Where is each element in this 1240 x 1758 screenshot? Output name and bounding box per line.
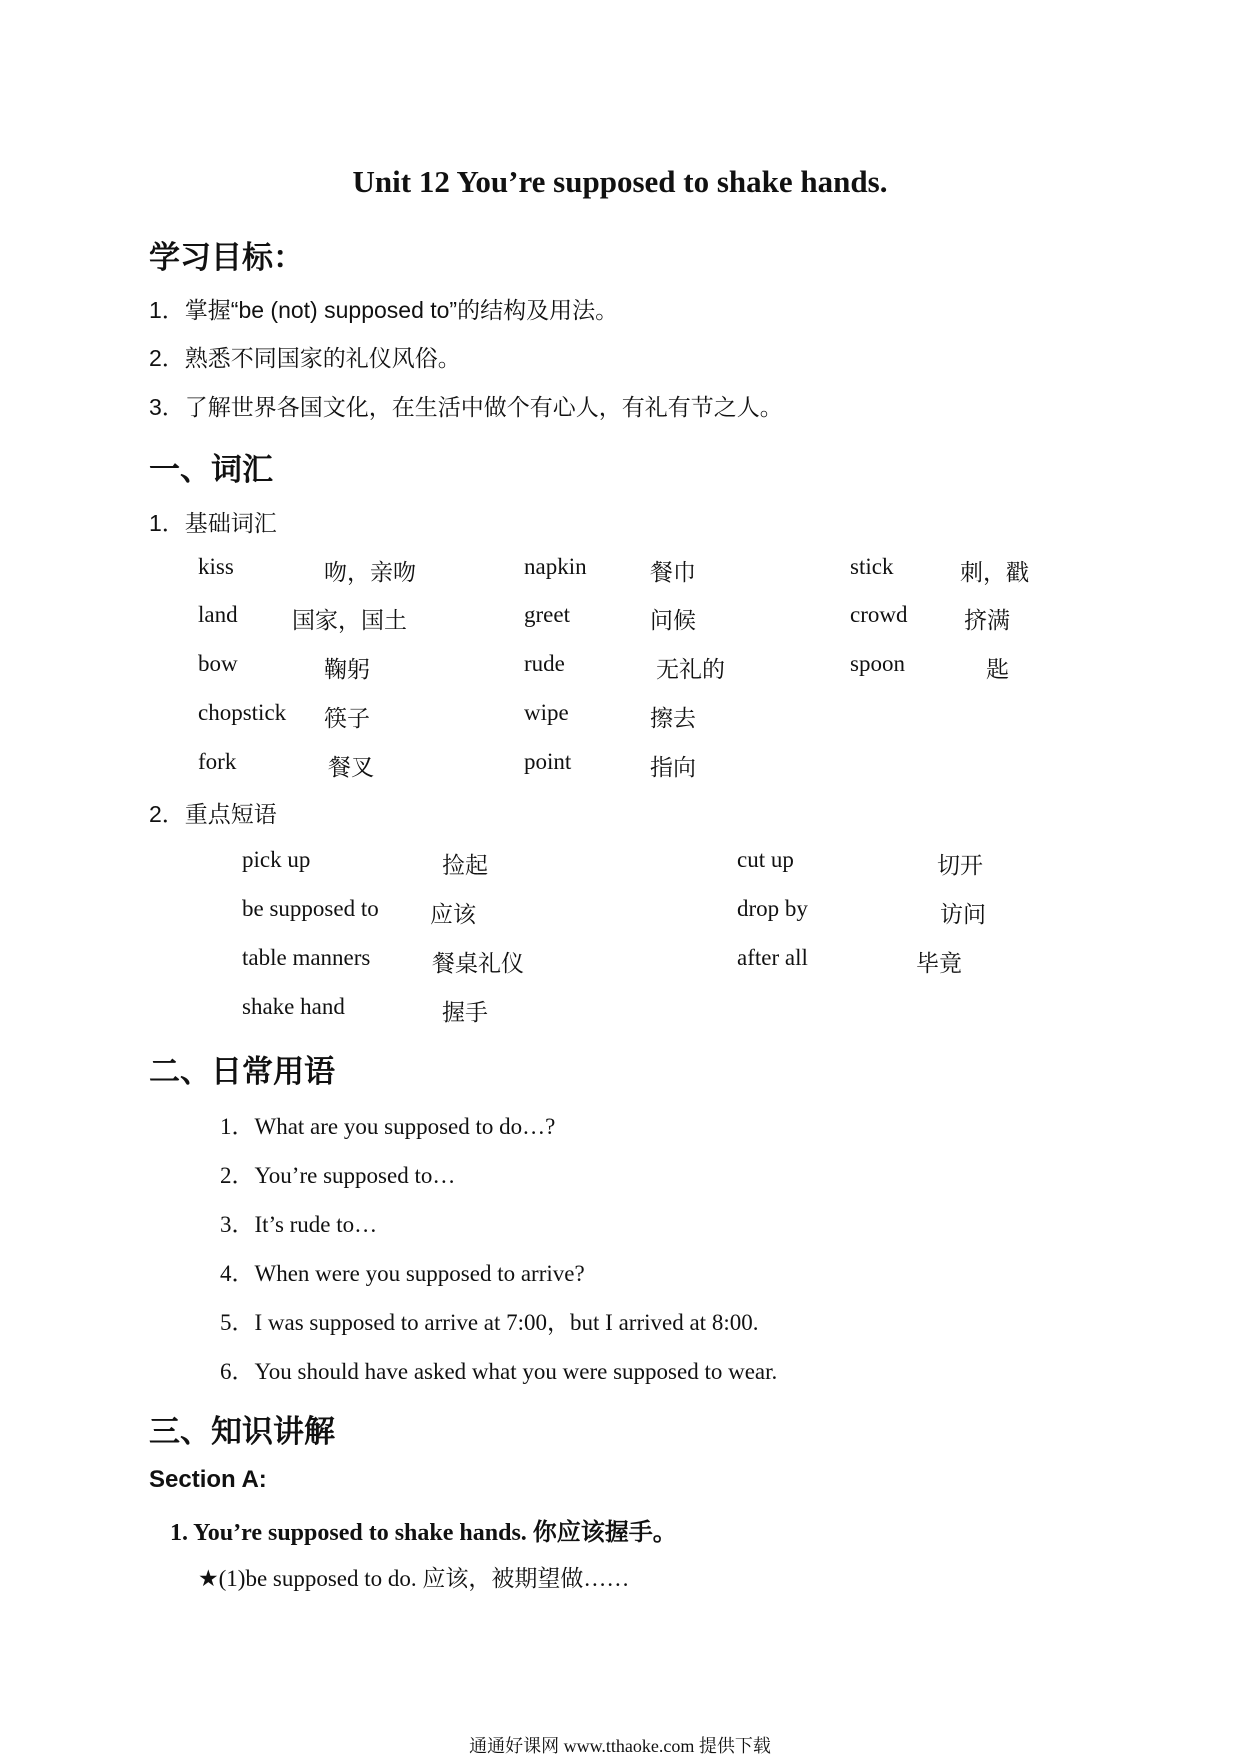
phrase: be supposed to	[242, 896, 379, 921]
vocab-word: crowd	[850, 602, 908, 627]
phrase: pick up	[242, 847, 311, 872]
vocab-meaning: 刺，戳	[960, 560, 1029, 586]
vocab-meaning: 国家，国土	[292, 608, 407, 634]
vocab-word: napkin	[524, 554, 587, 579]
phrase: shake hand	[242, 994, 345, 1019]
vocab-word: point	[524, 749, 572, 774]
daily-expression: 6．You should have asked what you were supposed to wear.	[220, 1359, 778, 1384]
vocab-meaning: 鞠躬	[324, 657, 370, 683]
vocab-meaning: 问候	[650, 608, 696, 634]
phrase-meaning: 捡起	[442, 853, 488, 879]
phrase-meaning: 切开	[937, 853, 983, 879]
phrase: drop by	[737, 896, 808, 921]
vocab-meaning: 餐叉	[328, 755, 374, 781]
vocab-word: bow	[198, 651, 238, 676]
vocab-meaning: 擦去	[650, 706, 696, 732]
knowledge-point: 1. You’re supposed to shake hands. 你应该握手。	[170, 1520, 677, 1546]
daily-expression: 2．You’re supposed to…	[220, 1163, 456, 1188]
phrase-meaning: 访问	[940, 902, 986, 928]
objective-item: 3．了解世界各国文化，在生活中做个有心人，有礼有节之人。	[149, 394, 783, 420]
phrase: after all	[737, 945, 808, 970]
vocab-word: rude	[524, 651, 565, 676]
phrase: cut up	[737, 847, 794, 872]
daily-expression: 4．When were you supposed to arrive?	[220, 1261, 585, 1286]
vocab-meaning: 匙	[986, 657, 1009, 683]
knowledge-heading: 三、知识讲解	[149, 1414, 335, 1450]
key-phrases-heading: 2．重点短语	[149, 801, 277, 827]
vocab-meaning: 无礼的	[656, 657, 725, 683]
vocab-word: land	[198, 602, 238, 627]
phrase-meaning: 应该	[430, 902, 476, 928]
section-label: Section A:	[149, 1466, 267, 1493]
daily-expression: 5．I was supposed to arrive at 7:00，but I arrived at 8:00.	[220, 1310, 759, 1335]
vocab-word: chopstick	[198, 700, 287, 725]
vocab-word: wipe	[524, 700, 569, 725]
daily-expressions-heading: 二、日常用语	[149, 1054, 335, 1090]
objectives-heading: 学习目标：	[149, 240, 304, 276]
vocab-word: spoon	[850, 651, 905, 676]
phrase-meaning: 毕竟	[916, 951, 962, 977]
vocab-meaning: 餐巾	[650, 560, 696, 586]
phrase-meaning: 握手	[442, 1000, 488, 1026]
daily-expression: 3．It’s rude to…	[220, 1212, 378, 1237]
vocab-meaning: 挤满	[964, 608, 1010, 634]
vocab-word: fork	[198, 749, 237, 774]
daily-expression: 1．What are you supposed to do…?	[220, 1114, 556, 1139]
vocab-meaning: 指向	[650, 755, 696, 781]
page-footer: 通通好课网 www.tthaoke.com 提供下载	[469, 1736, 771, 1756]
phrase: table manners	[242, 945, 371, 970]
vocab-meaning: 筷子	[324, 706, 370, 732]
objective-item: 2．熟悉不同国家的礼仪风俗。	[149, 345, 461, 371]
phrase-meaning: 餐桌礼仪	[432, 951, 524, 977]
vocab-meaning: 吻，亲吻	[324, 560, 416, 586]
vocab-word: stick	[850, 554, 894, 579]
objective-item: 1．掌握“be (not) supposed to”的结构及用法。	[149, 297, 619, 323]
knowledge-subpoint: ★(1)be supposed to do. 应该，被期望做……	[198, 1566, 630, 1591]
vocab-word: kiss	[198, 554, 234, 579]
vocab-heading: 一、词汇	[149, 452, 273, 488]
vocab-word: greet	[524, 602, 570, 627]
basic-vocab-heading: 1．基础词汇	[149, 510, 277, 536]
page-title: Unit 12 You’re supposed to shake hands.	[352, 164, 888, 199]
